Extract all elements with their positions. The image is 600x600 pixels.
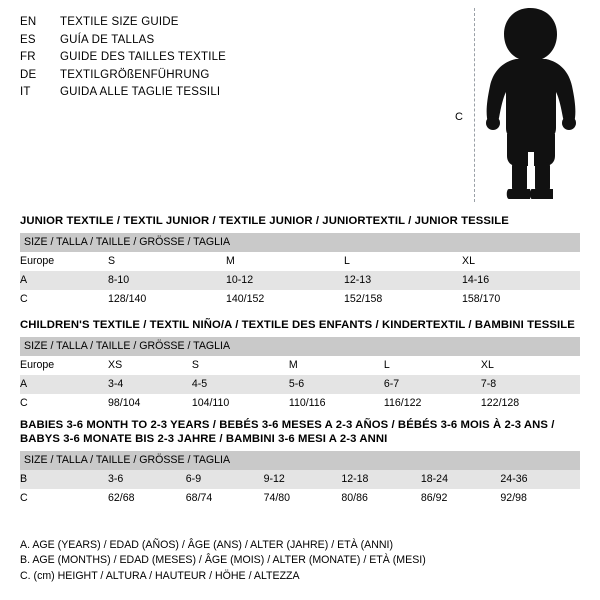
column-header-size: XL bbox=[481, 356, 580, 375]
table-row bbox=[20, 271, 580, 290]
cell-value: 98/104 bbox=[108, 394, 192, 413]
language-row bbox=[20, 14, 440, 32]
language-header bbox=[20, 14, 440, 102]
cell-value: 140/152 bbox=[226, 290, 344, 309]
column-header-size: XS bbox=[108, 356, 192, 375]
table-row bbox=[20, 489, 580, 508]
column-header-size: L bbox=[344, 252, 462, 271]
cell-value: 12-18 bbox=[341, 470, 421, 489]
table-row bbox=[20, 252, 580, 271]
column-header-region: Europe bbox=[20, 252, 108, 271]
language-text: GUÍA DE TALLAS bbox=[60, 33, 155, 46]
cell-value: 6-9 bbox=[186, 470, 264, 489]
legend-line: B. AGE (MONTHS) / EDAD (MESES) / ÂGE (MOIS) / ALTER (MONATE) / ETÀ (MESI) bbox=[20, 554, 426, 566]
language-row bbox=[20, 49, 440, 67]
cell-value: 80/86 bbox=[341, 489, 421, 508]
table-header-band bbox=[20, 233, 580, 252]
table-row bbox=[20, 290, 580, 309]
row-label: C bbox=[20, 489, 108, 508]
section-title: JUNIOR TEXTILE / TEXTIL JUNIOR / TEXTILE JUNIOR / JUNIORTEXTIL / JUNIOR TESSILE bbox=[20, 215, 509, 227]
cell-value: 86/92 bbox=[421, 489, 501, 508]
cell-value: 4-5 bbox=[192, 375, 289, 394]
cell-value: 116/122 bbox=[384, 394, 481, 413]
section-junior bbox=[20, 214, 580, 309]
language-row bbox=[20, 32, 440, 50]
language-code: IT bbox=[20, 86, 31, 98]
cell-value: 7-8 bbox=[481, 375, 580, 394]
cell-value: 5-6 bbox=[289, 375, 384, 394]
cell-value: 92/98 bbox=[500, 489, 580, 508]
cell-value: 104/110 bbox=[192, 394, 289, 413]
column-header-size: XL bbox=[462, 252, 580, 271]
column-header-size: M bbox=[289, 356, 384, 375]
section-children bbox=[20, 318, 580, 413]
column-header-size: S bbox=[108, 252, 226, 271]
height-measure-label: C bbox=[455, 111, 463, 123]
table-header-label: SIZE / TALLA / TAILLE / GRÖSSE / TAGLIA bbox=[20, 451, 580, 470]
children-size-table bbox=[20, 337, 580, 413]
table-header-label: SIZE / TALLA / TAILLE / GRÖSSE / TAGLIA bbox=[20, 233, 580, 252]
row-label: A bbox=[20, 375, 108, 394]
column-header-size: M bbox=[226, 252, 344, 271]
cell-value: 18-24 bbox=[421, 470, 501, 489]
cell-value: 14-16 bbox=[462, 271, 580, 290]
row-label: C bbox=[20, 394, 108, 413]
cell-value: 128/140 bbox=[108, 290, 226, 309]
table-row bbox=[20, 356, 580, 375]
language-text: GUIDA ALLE TAGLIE TESSILI bbox=[60, 86, 221, 98]
cell-value: 74/80 bbox=[264, 489, 342, 508]
table-row bbox=[20, 394, 580, 413]
language-text: GUIDE DES TAILLES TEXTILE bbox=[60, 51, 227, 63]
height-measure-line bbox=[474, 8, 475, 202]
language-row bbox=[20, 84, 440, 102]
language-code: FR bbox=[20, 51, 36, 63]
column-header-size: S bbox=[192, 356, 289, 375]
cell-value: 122/128 bbox=[481, 394, 580, 413]
babies-size-table bbox=[20, 451, 580, 508]
toddler-silhouette-icon bbox=[476, 6, 586, 202]
table-header-band bbox=[20, 337, 580, 356]
figure-area bbox=[450, 6, 590, 206]
language-row bbox=[20, 67, 440, 85]
section-title: BABIES 3-6 MONTH TO 2-3 YEARS / BEBÉS 3-6 MESES A 2-3 AÑOS / BÉBÉS 3-6 MOIS À 2-3 ANS / BABYS 3-6 MONATE BIS 2-3 JAHRE / BAMBINI 3-6 MESI A 2-3 ANNI bbox=[20, 419, 555, 445]
language-code: DE bbox=[20, 68, 37, 81]
section-title: CHILDREN'S TEXTILE / TEXTIL NIÑO/A / TEXTILE DES ENFANTS / KINDERTEXTIL / BAMBINI TESSILE bbox=[20, 319, 575, 331]
language-text: TEXTILE SIZE GUIDE bbox=[60, 16, 179, 28]
table-row bbox=[20, 470, 580, 489]
language-code: ES bbox=[20, 33, 36, 46]
row-label: C bbox=[20, 290, 108, 309]
column-header-region: Europe bbox=[20, 356, 108, 375]
junior-size-table bbox=[20, 233, 580, 309]
legend-line: A. AGE (YEARS) / EDAD (AÑOS) / ÂGE (ANS) / ALTER (JAHRE) / ETÀ (ANNI) bbox=[20, 538, 393, 551]
cell-value: 68/74 bbox=[186, 489, 264, 508]
section-babies bbox=[20, 418, 580, 508]
legend bbox=[20, 538, 580, 585]
cell-value: 12-13 bbox=[344, 271, 462, 290]
row-label: B bbox=[20, 470, 108, 489]
cell-value: 10-12 bbox=[226, 271, 344, 290]
cell-value: 8-10 bbox=[108, 271, 226, 290]
cell-value: 9-12 bbox=[264, 470, 342, 489]
legend-line: C. (cm) HEIGHT / ALTURA / HAUTEUR / HÖHE / ALTEZZA bbox=[20, 569, 300, 582]
cell-value: 6-7 bbox=[384, 375, 481, 394]
column-header-size: L bbox=[384, 356, 481, 375]
cell-value: 24-36 bbox=[500, 470, 580, 489]
table-row bbox=[20, 375, 580, 394]
table-header-label: SIZE / TALLA / TAILLE / GRÖSSE / TAGLIA bbox=[20, 337, 580, 356]
cell-value: 158/170 bbox=[462, 290, 580, 309]
table-header-band bbox=[20, 451, 580, 470]
cell-value: 3-4 bbox=[108, 375, 192, 394]
cell-value: 152/158 bbox=[344, 290, 462, 309]
language-text: TEXTILGRÖßENFÜHRUNG bbox=[60, 68, 210, 81]
row-label: A bbox=[20, 271, 108, 290]
cell-value: 3-6 bbox=[108, 470, 186, 489]
cell-value: 62/68 bbox=[108, 489, 186, 508]
language-code: EN bbox=[20, 16, 37, 28]
cell-value: 110/116 bbox=[289, 394, 384, 413]
